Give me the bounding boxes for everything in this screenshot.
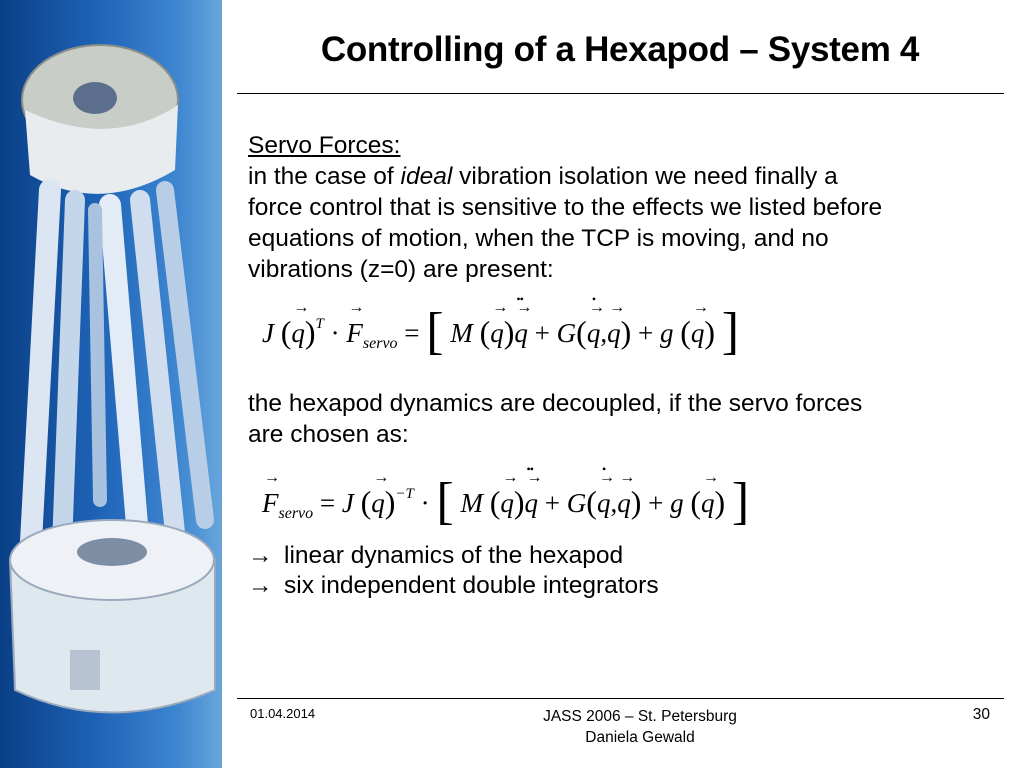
eq-symbol: g: [659, 318, 674, 348]
eq-symbol: → q: [490, 318, 504, 349]
equation-servo-balance: J (→ q)$^T$ · → $F_{servo}$ = [ M (→ q)→ q •• + G(→ q •,→ q) + g (→ q) ]: [262, 296, 739, 355]
intro-line: [248, 161, 1008, 192]
arrow-right-icon: →: [248, 572, 273, 599]
page-number: 30: [972, 706, 990, 723]
equation-servo-force: → $F_{servo} = J$ (→ q)$^{-T}$ · [ M (→ q)→ q •• + G(→ q •,→ q) + g (→ q) ]: [262, 466, 749, 525]
eq-symbol: → q •: [587, 318, 601, 349]
eq-symbol: G: [556, 318, 577, 348]
eq-symbol: → q: [500, 488, 514, 519]
body-line-4: vibrations (z=0) are present:: [248, 256, 554, 283]
eq-symbol: → q ••: [514, 318, 528, 349]
eq-symbol: → q: [371, 488, 385, 519]
list-item: [248, 541, 659, 571]
eq-symbol: → q ••: [525, 488, 539, 519]
footer-event: JASS 2006 – St. Petersburg: [543, 708, 737, 725]
footer-author: Daniela Gewald: [585, 729, 695, 746]
eq-symbol: T: [315, 316, 324, 332]
eq-symbol: → q •: [597, 488, 611, 519]
servo-heading: Servo Forces:: [248, 132, 401, 159]
eq-symbol: → F: [262, 488, 279, 519]
hexapod-photo: [0, 0, 222, 768]
conclusion-list: [248, 541, 659, 601]
eq-symbol: → q: [607, 318, 621, 349]
footer-divider: [237, 698, 1004, 699]
decoupled-line-1: the hexapod dynamics are decoupled, if the servo forces: [248, 390, 863, 417]
eq-symbol: M: [460, 488, 483, 518]
slide-title: Controlling of a Hexapod – System 4: [320, 30, 920, 69]
decoupling-text: [248, 388, 862, 450]
intro-italic: ideal: [400, 163, 453, 190]
eq-symbol: → q: [291, 318, 305, 349]
eq-subscript: servo: [362, 335, 398, 352]
intro-prefix: in the case of: [248, 163, 401, 190]
body-line-2: force control that is sensitive to the effects we listed before: [248, 194, 883, 221]
eq-symbol: J: [262, 318, 274, 348]
eq-symbol: G: [566, 488, 587, 518]
body-text: [248, 130, 1008, 285]
footer-credits: [520, 706, 760, 748]
arrow-right-icon: →: [248, 542, 273, 569]
list-item-text: linear dynamics of the hexapod: [284, 542, 624, 569]
list-item-text: six independent double integrators: [284, 572, 659, 599]
eq-symbol: J: [341, 488, 354, 518]
footer-date: 01.04.2014: [250, 706, 316, 721]
list-item: [248, 571, 659, 601]
decoupled-line-2: are chosen as:: [248, 421, 409, 448]
eq-symbol: g: [670, 488, 684, 518]
eq-symbol: M: [450, 318, 473, 348]
hexapod-illustration: [0, 0, 222, 768]
eq-symbol: → q: [617, 488, 631, 519]
eq-symbol: → F: [346, 318, 363, 349]
eq-subscript: servo: [278, 505, 314, 522]
intro-suffix: vibration isolation we need finally a: [452, 163, 838, 190]
eq-symbol: → q: [691, 318, 705, 349]
eq-symbol: −T: [395, 486, 414, 502]
body-line-3: equations of motion, when the TCP is moving, and no: [248, 225, 829, 252]
eq-symbol: → q: [701, 488, 715, 519]
title-divider: [237, 93, 1004, 94]
